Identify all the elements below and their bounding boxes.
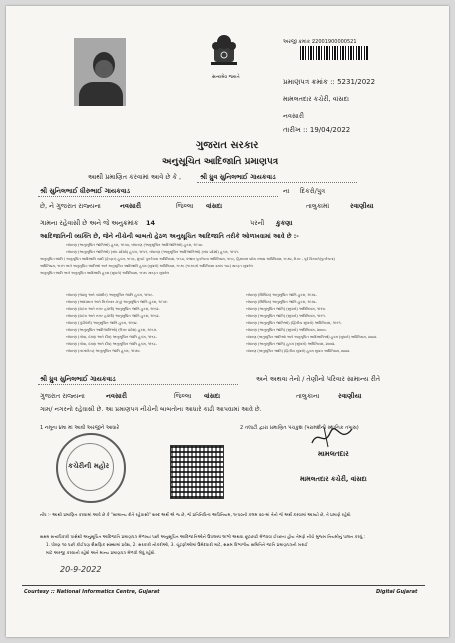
applicant-photo <box>74 38 126 106</box>
taluka-value: વાંસદા <box>206 202 223 210</box>
applicant-name-top: શ્રી ધ્રુવ સુનિલભાઈ ગાયકવાડ <box>200 173 276 181</box>
issue-date: તારીખ :: 19/04/2022 <box>283 126 351 134</box>
order-col1-item: બંધારણ (અનુસૂચિત આદિજાતિઓ) (ઉત્તર પ્રદેશ) હુકમ, ૧૯૬૭. <box>66 328 158 332</box>
order-col1-item: બંધારણ (આંદામાન અને નિકોબાર ટાપુ) અનુસૂચિત જાતિ હુકમ, ૧૯૫૯. <box>66 300 169 304</box>
order-col2-item: બંધારણ (સિક્કિમ) અનુસૂચિત જાતિ હુકમ, ૧૯૭૮. <box>246 300 318 304</box>
footer-instructions-2: 1. ધોરણ ૧૦ પછી કોઈપણ શૈક્ષણિક સંસ્થામાં પ્રવેશ, 2. સરકારી નોકરીઓ, 3. ચૂંટણીઓમાં ઉમેદવારી માટે, સક્ષમ વિભાગીય સમિતિને જાતિ પ્રમાણપત્રની ખરાઈ <box>46 542 308 547</box>
district2-label: જિલ્લા <box>174 392 192 400</box>
village2-value: રવાણીયા <box>338 392 362 400</box>
emblem-caption: સત્યમેવ જયતે <box>212 75 240 80</box>
order-line-2: બંધારણ (અનુસૂચિત જાતિઓ) (સંઘ પ્રદેશો) હુકમ, ૧૯૫૧, બંધારણ (અનુસૂચિત આદિજાતિઓ) (સંઘ પ્રદેશો) હુકમ, ૧૯૫૧. <box>66 250 239 254</box>
relation: દિકરો/પુત્ર <box>300 187 326 195</box>
taluka2-value: વાંસદા <box>204 392 221 400</box>
issuing-office: મામલતદાર કચેરી, વાંસદા <box>283 95 349 103</box>
qr-code <box>170 445 224 499</box>
district-value: નવસારી <box>120 202 141 210</box>
applicant-underline <box>38 384 238 385</box>
order-col2-item: બંધારણ (અનુસૂચિત જાતિઓ) (દ્વિતીય સુધારો) અધિનિયમ, ૧૯૯૧. <box>246 321 342 325</box>
certificate-title: અનુસૂચિત આદિજાતિ પ્રમાણપત્ર <box>162 157 279 167</box>
application-no: 22001900000521 <box>312 39 357 45</box>
order-col2-item: બંધારણ (અનુસૂચિત જાતિ) (સુધારો) અધિનિયમ, ૧૯૯૦. <box>246 307 327 311</box>
issuing-district: નવસારી <box>283 112 304 120</box>
order-col1-item: બંધારણ (નાગાલેન્ડ) અનુસૂચિત જાતિ હુકમ, ૧૯૭૦. <box>66 349 141 353</box>
applicant-name: શ્રી ધ્રુવ સુનિલભાઈ ગાયકવાડ <box>40 375 116 383</box>
family-clause: અને અથવા તેનો / તેણીનો પરિવાર સામાન્ય રીતે <box>256 375 381 383</box>
serial-number: 14 <box>146 219 156 227</box>
order-col2-item: બંધારણ (અનુસૂચિત જાતિ) (દ્વિતીય સુધારો) હુકમ સુધારા અધિનિયમ, ૨૦૦૨. <box>246 349 351 353</box>
order-col1-item: બંધારણ (દાદરા અને નગર હવેલી) અનુસૂચિત જાતિ હુકમ, ૧૯૬૨. <box>66 307 160 311</box>
signatory-title: મામલતદાર <box>318 450 349 458</box>
order-col2-item: બંધારણ (અનુસૂચિત જાતિ) (સુધારો) અધિનિયમ, ૨૦૦૦. <box>246 328 327 332</box>
footer-instructions-3: માટે અરજી કરવાની રહેશે અને માન્ય પ્રમાણપત્ર મેળવી લેવું રહેશે. <box>46 550 156 555</box>
barcode <box>300 46 368 60</box>
digital-gujarat-text: Digital Gujarat <box>376 589 418 595</box>
signatory-office: મામલતદાર કચેરી, વાંસદા <box>300 475 367 483</box>
district-label: જિલ્લા <box>176 202 194 210</box>
order-line-3: અનુસૂચિત જાતિ / અનુસૂચિત આદિજાતિ યાદી (ફેરફાર) હુકમ, ૧૯૫૬, મુંબઈ પુનર્રચના અધિનિયમ, ૧૯૬૦, પંજાબ પુનર્રચના અધિનિયમ, ૧૯૬૬, હિમાચલ પ્રદેશ રાજ્ય અધિનિયમ, ૧૯૭૦, ઉત્તર - પૂર્વ વિસ્તારો(પુનર્રચના) <box>40 257 335 261</box>
village-value: રવાણીયા <box>350 202 374 210</box>
father-underline <box>38 196 278 197</box>
government-title: ગુજરાત સરકાર <box>196 140 259 151</box>
basis-1: 1 નમૂના ૪મા માં આવી અરજીને આધારે <box>40 425 120 431</box>
village-prefix: ગામના રહેવાસી છે અને જે અનુક્રમાંક <box>40 219 139 227</box>
name-underline <box>197 182 357 183</box>
intro-text: આથી પ્રમાણિત કરવામાં આવે છે કે , <box>88 173 182 181</box>
application-no-label: અરજી ક્રમાંક : <box>283 39 314 45</box>
signature-mark <box>310 425 354 449</box>
order-line-4: અધિનિયમ, ૧૯૭૧ અને અનુસૂચિત જાતિઓ અને અનુસૂચિત આદિજાતિ હુકમ (સુધારો) અધિનિયમ, ૧૯૭૬ (૧૯૭૬નો અધિનિયમ ક્રમાંક ૧૦૮) મારફત સુધારેલ <box>40 264 253 268</box>
national-emblem-icon <box>205 32 243 72</box>
order-col1-item: બંધારણ (પુંડીચેરી) અનુસૂચિત જાતિ હુકમ, ૧૯૬૪. <box>66 321 138 325</box>
order-col2-item: બંધારણ (અનુસૂચિત જાતિ) (સુધારો) અધિનિયમ, ૧૯૯૧. <box>246 314 326 318</box>
handwritten-date: 20-9-2022 <box>60 565 102 574</box>
photo-face <box>95 60 113 78</box>
order-line-1: બંધારણ (અનુસૂચિત જાતિઓ) હુકમ, ૧૯૫૦, બંધારણ (અનુસૂચિત આદિજાતિઓ) હુકમ, ૧૯૫૦. <box>66 243 204 247</box>
order-line-5: અનુસૂચિત જાતિ અને અનુસૂચિત આદિજાતિ હુકમ (સુધારો) અધિનિયમ, ૧૯૭૬ મારફત સુધારેલ <box>40 271 169 275</box>
village2-suffix: ગામ/ નગરનો રહેવાસી છે. આ પ્રમાણપત્ર નીચેની બાબતોના આધારે કાઢી આપવામાં આવે છે. <box>40 406 262 413</box>
tribe-clause: આદિજાતિની વ્યક્તિ છે, જેને નીચેની બાબતો હેઠળ અનુસૂચિત આદિજાતિ તરીકે ઓળખવામાં આવે છે :- <box>40 233 299 240</box>
seal-text: કચેરીની મહોર <box>68 462 110 470</box>
taluka-label: તાલુકામાં <box>306 202 330 210</box>
district2-value: નવસારી <box>106 392 127 400</box>
order-col1-item: બંધારણ (ગોવા, દમણ અને દીવ) અનુસૂચિત જાતિ હુકમ, ૧૯૬૮. <box>66 342 157 346</box>
state2-label: ગુજરાત રાજ્યના <box>40 392 85 400</box>
tribe-label: પરની <box>250 219 265 227</box>
certificate-number: પ્રમાણપત્ર ક્રમાંક :: 5231/2022 <box>283 78 376 86</box>
father-name: શ્રી સુનિલભાઈ ધીરુભાઈ ગાયકવાડ <box>40 187 131 195</box>
order-col1-item: બંધારણ (દાદરા અને નગર હવેલી) અનુસૂચિત જાતિ હુકમ, ૧૯૬૨. <box>66 314 160 318</box>
order-col2-item: બંધારણ (અનુસૂચિત જાતિઓ અને અનુસૂચિત આદિજાતિઓ) હુકમ (સુધારો) અધિનિયમ, ૨૦૦૨. <box>246 335 378 339</box>
order-col2-item: બંધારણ (અનુસૂચિત જાતિ) હુકમ (સુધારો) અધિનિયમ, ૨૦૦૨. <box>246 342 336 346</box>
order-col1-item: બંધારણ (જમ્મુ અને કાશ્મીર) અનુસૂચિત જાતિ હુકમ, ૧૯૫૬. <box>66 293 154 297</box>
order-col1-item: બંધારણ (ગોવા, દમણ અને દીવ) અનુસૂચિત જાતિ હુકમ, ૧૯૬૮. <box>66 335 157 339</box>
courtesy-text: Courtesy :: National Informatics Centre, Gujarat <box>24 589 160 595</box>
taluka2-label: તાલુકાના <box>296 392 320 400</box>
footer-note: નોંધ :- આથી પ્રમાણિત કરવામાં આવે છે કે "સામાન્ય રીતે રહેવાસી" શબ્દ અર્થ એ જ છે, જે પ્રતિનિધિત્વ અધિનિયમ, ૧૯૫૦ની કલમ ૨૦-માં તેનો જે અર્થ કરવામાં આવ્યો છે, તે પ્રમાણે રહેશે. <box>40 512 352 517</box>
footer-divider <box>22 585 425 586</box>
order-col2-item: બંધારણ (સિક્કિમ) અનુસૂચિત જાતિ હુકમ, ૧૯૭૮. <box>246 293 318 297</box>
photo-shoulders <box>79 82 123 106</box>
footer-instructions: સક્ષમ સત્તાધિકારી પાસેથી અનુસૂચિત આદિજાતિ પ્રમાણપત્ર મેળવ્યા પછી અનુસૂચિત આદિજાતિઓને ઉપલબ્ધ લાભો અથવા છૂટછાટો મેળવવા ઈચ્છતા હોય તેમણે નીચે મુજબ નિયમોનું પાલન કરવું : <box>40 534 366 539</box>
na-label: ના <box>283 187 290 195</box>
basis-2: 2 તલાટી દ્વારા પ્રમાણિત પંચકુશ (પરામર્શની સ્થાનિક તપાસ) <box>240 425 359 431</box>
tribe-name: કુકણા <box>276 219 293 227</box>
state-prefix: છે, ને ગુજરાત રાજ્યના <box>40 202 101 210</box>
